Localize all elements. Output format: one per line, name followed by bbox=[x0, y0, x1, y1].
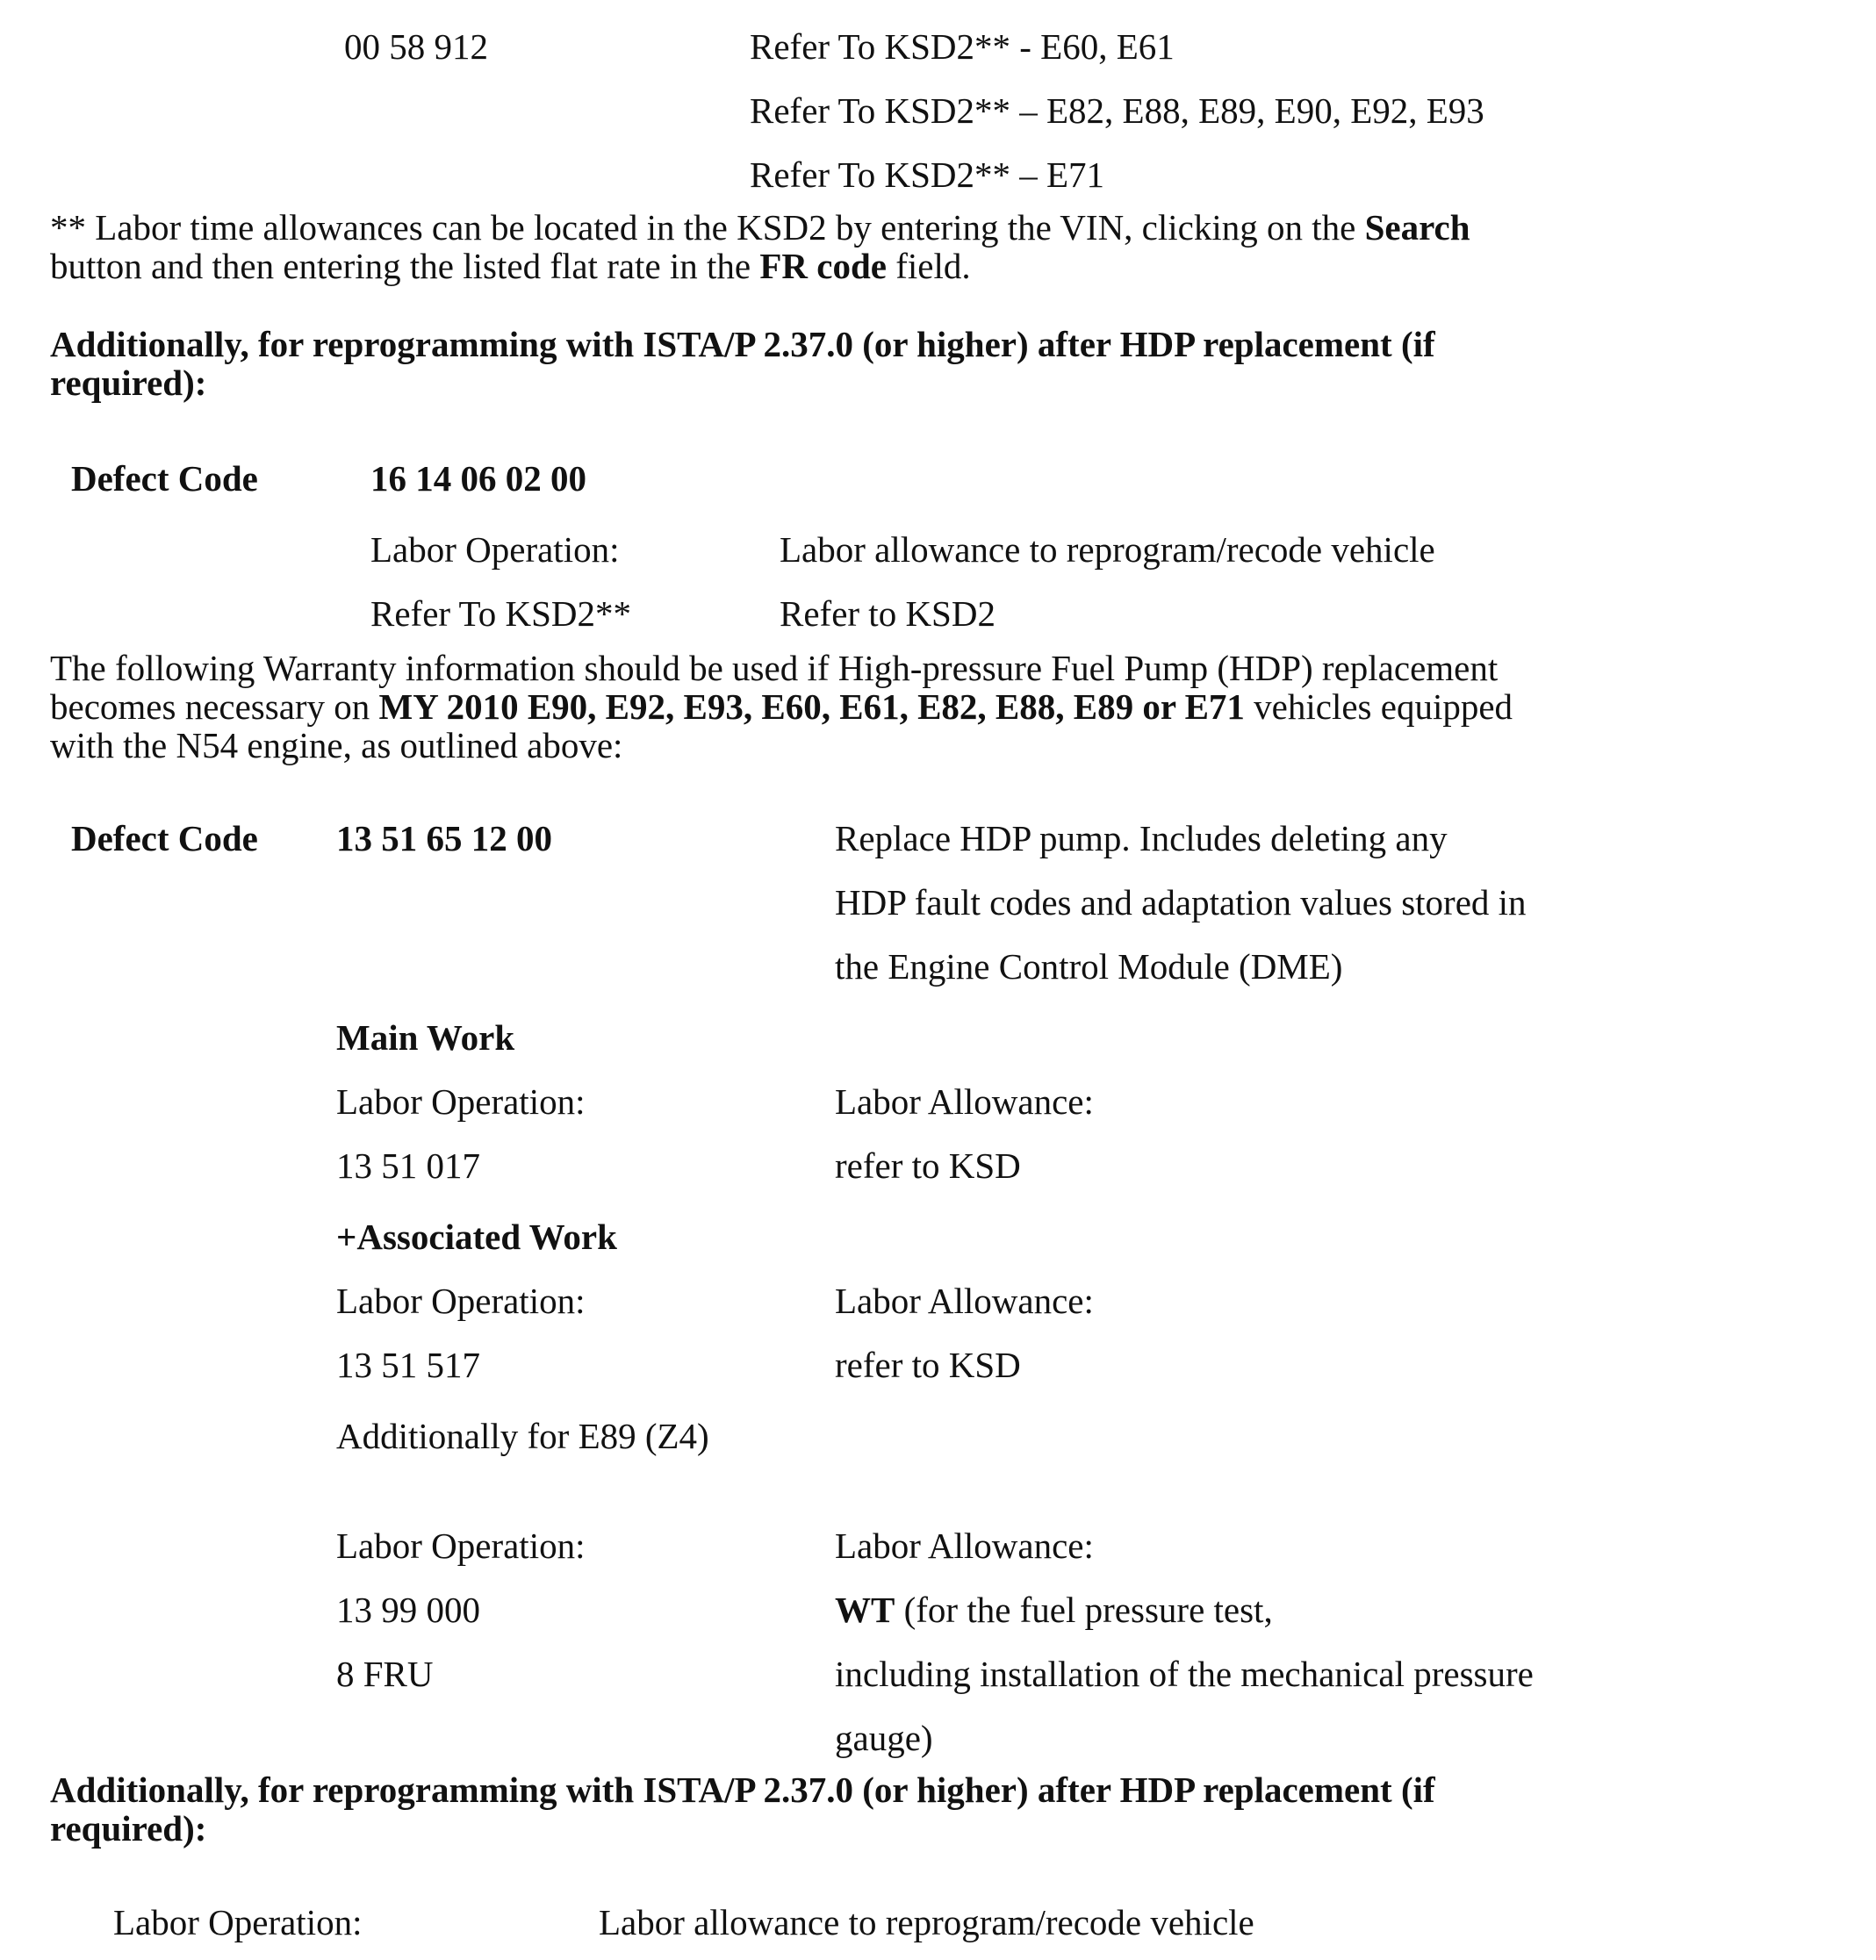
main-labor-op-label: Labor Operation: bbox=[336, 1081, 586, 1122]
defect-code-label-2: Defect Code bbox=[71, 818, 258, 858]
defect-code-label: Defect Code bbox=[71, 458, 258, 499]
labor-operation-label: Labor Operation: bbox=[370, 529, 620, 570]
labor-op-code: 00 58 912 bbox=[344, 26, 488, 67]
main-op-code: 13 51 017 bbox=[336, 1145, 480, 1186]
reprogram-heading: Additionally, for reprogramming with ISTA/P 2.37.0 (or higher) after HDP replacement (if required): bbox=[50, 324, 1435, 403]
ksd2-note-line1: ** Labor time allowances can be located in the KSD2 by entering the VIN, clicking on the Search bbox=[50, 207, 1470, 248]
warranty-paragraph: The following Warranty information should be used if High-pressure Fuel Pump (HDP) replacement becomes necessary on MY 2010 E90, E92, E93, E60, E61, E82, E88, E89 or E71 vehicles equipped with the N54 engine, as outlined above: bbox=[50, 648, 1513, 765]
reprogram-heading-2: Additionally, for reprogramming with ISTA/P 2.37.0 (or higher) after HDP replacement (if required): bbox=[50, 1770, 1435, 1849]
assoc-labor-op-label: Labor Operation: bbox=[336, 1281, 586, 1321]
e89-labor-op-label: Labor Operation: bbox=[336, 1526, 586, 1566]
hdp-desc-line1: Replace HDP pump. Includes deleting any bbox=[835, 818, 1448, 858]
main-work-heading: Main Work bbox=[336, 1017, 515, 1058]
ksd2-ref-e71: Refer To KSD2** – E71 bbox=[750, 154, 1105, 195]
model-list: MY 2010 E90, E92, E93, E60, E61, E82, E88, E89 or E71 bbox=[378, 686, 1245, 727]
refer-ksd2-label: Refer To KSD2** bbox=[370, 593, 632, 634]
defect-code-value: 16 14 06 02 00 bbox=[370, 458, 586, 499]
ksd2-note-line2: button and then entering the listed flat rate in the FR code field. bbox=[50, 246, 971, 286]
e89-labor-allow-label: Labor Allowance: bbox=[835, 1526, 1094, 1566]
fr-code-term: FR code bbox=[759, 246, 887, 286]
labor-allowance-text: Labor allowance to reprogram/recode vehicle bbox=[780, 529, 1435, 570]
associated-work-heading: +Associated Work bbox=[336, 1217, 617, 1257]
assoc-allow-value: refer to KSD bbox=[835, 1345, 1021, 1385]
ksd2-note bbox=[50, 208, 1470, 285]
e89-fru: 8 FRU bbox=[336, 1654, 434, 1694]
final-labor-allowance: Labor allowance to reprogram/recode vehicle bbox=[599, 1902, 1254, 1942]
wt-line3: gauge) bbox=[835, 1718, 933, 1758]
refer-ksd2-value: Refer to KSD2 bbox=[780, 593, 996, 634]
hdp-desc-line3: the Engine Control Module (DME) bbox=[835, 946, 1343, 987]
hdp-desc-line2: HDP fault codes and adaptation values stored in bbox=[835, 882, 1527, 923]
ksd2-ref-e82: Refer To KSD2** – E82, E88, E89, E90, E92, E93 bbox=[750, 90, 1484, 131]
ksd2-ref-e60: Refer To KSD2** - E60, E61 bbox=[750, 26, 1175, 67]
search-term: Search bbox=[1364, 207, 1470, 248]
main-labor-allow-label: Labor Allowance: bbox=[835, 1081, 1094, 1122]
wt-line1: WT (for the fuel pressure test, bbox=[835, 1590, 1273, 1630]
main-allow-value: refer to KSD bbox=[835, 1145, 1021, 1186]
final-labor-op-label: Labor Operation: bbox=[113, 1902, 363, 1942]
e89-op-code: 13 99 000 bbox=[336, 1590, 480, 1630]
wt-line2: including installation of the mechanical pressure bbox=[835, 1654, 1534, 1694]
assoc-labor-allow-label: Labor Allowance: bbox=[835, 1281, 1094, 1321]
e89-note: Additionally for E89 (Z4) bbox=[336, 1416, 709, 1456]
defect-code-value-2: 13 51 65 12 00 bbox=[336, 818, 552, 858]
assoc-op-code: 13 51 517 bbox=[336, 1345, 480, 1385]
wt-term: WT bbox=[835, 1590, 895, 1630]
